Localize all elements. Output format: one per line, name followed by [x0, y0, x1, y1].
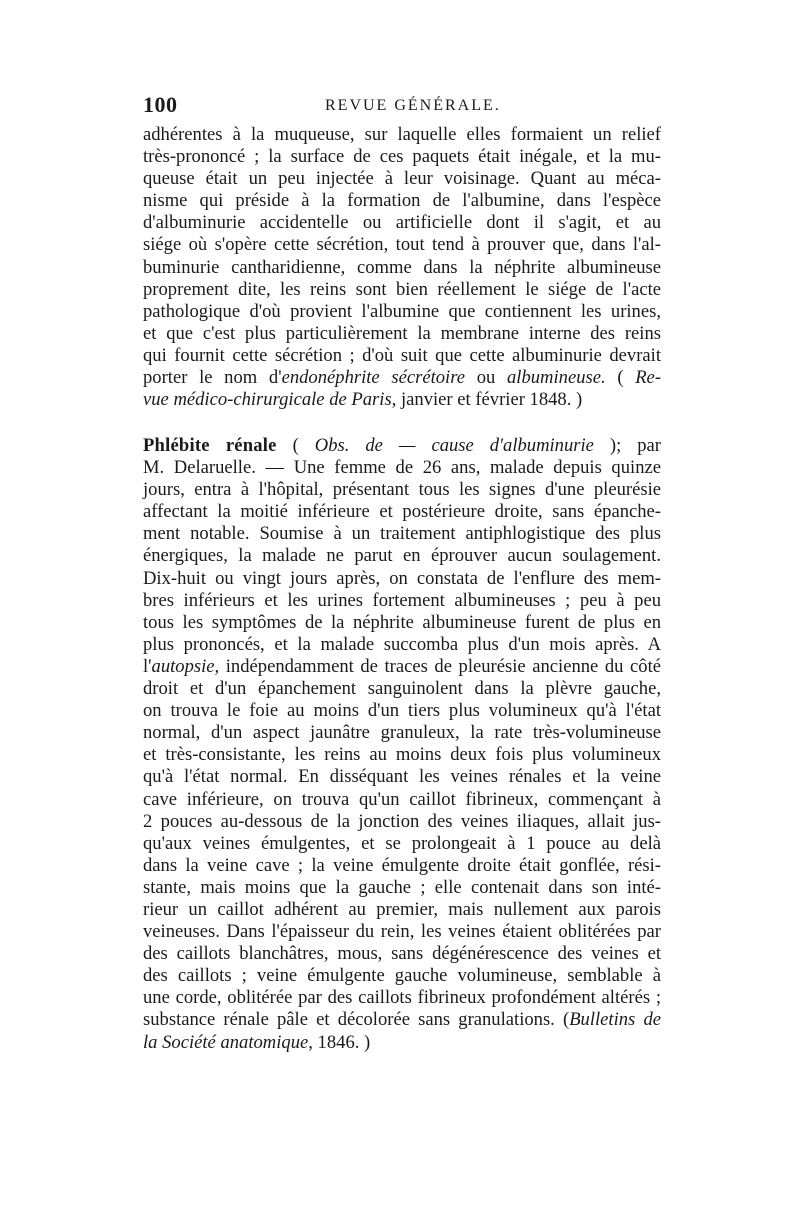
- paragraph-phlebite-renale: [143, 435, 661, 1054]
- text-line: plus prononcés, et la malade succomba plus d'un mois après. A: [143, 633, 661, 655]
- text-line: [143, 367, 661, 389]
- text-run: substance rénale pâle et décolorée sans granulations. (: [143, 1009, 570, 1031]
- text-line: queuse était un peu injectée à leur voisinage. Quant au méca-: [143, 168, 661, 190]
- text-line: une corde, oblitérée par des caillots fibrineux profondément altérés ;: [143, 987, 661, 1009]
- text-line: bres inférieurs et les urines fortement albumineuses ; peu à peu: [143, 589, 661, 611]
- text-line: M. Delaruelle. — Une femme de 26 ans, malade depuis quinze: [143, 457, 661, 479]
- citation-date: , janvier et février 1848. ): [391, 389, 583, 411]
- italic-run: Re-: [635, 367, 662, 389]
- text-run: ); par: [593, 435, 662, 456]
- text-line: 2 pouces au-dessous de la jonction des veines iliaques, allait jus-: [143, 810, 661, 832]
- text-line: jours, entra à l'hôpital, présentant tous les signes d'une pleurésie: [143, 479, 661, 501]
- text-line: énergiques, la malade ne parut en éprouver aucun soulagement.: [143, 545, 661, 567]
- text-run: (: [276, 435, 315, 456]
- text-line: Dix-huit ou vingt jours après, on constata de l'enflure des mem-: [143, 567, 661, 589]
- italic-run: autopsie,: [151, 655, 220, 677]
- text-line: dans la veine cave ; la veine émulgente droite était gonflée, rési-: [143, 854, 661, 876]
- text-line: d'albuminurie accidentelle ou artificielle dont il s'agit, et au: [143, 212, 661, 234]
- text-line: tous les symptômes de la néphrite albumineuse furent de plus en: [143, 611, 661, 633]
- text-run: (: [605, 367, 636, 389]
- page-number: 100: [143, 92, 178, 117]
- text-line: affectant la moitié inférieure et postérieure droite, sans épanche-: [143, 501, 661, 523]
- text-line: droit et d'un épanchement sanguinolent dans la plèvre gauche,: [143, 678, 661, 700]
- text-line: [143, 656, 661, 678]
- text-run: l': [143, 655, 152, 677]
- text-line: normal, d'un aspect jaunâtre granuleux, la rate très-volumineuse: [143, 722, 661, 744]
- text-line: on trouva le foie au moins d'un tiers plus volumineux qu'à l'état: [143, 700, 661, 722]
- text-run: porter le nom d': [143, 367, 282, 389]
- text-run: indépendamment de traces de pleurésie ancienne du côté: [219, 655, 661, 677]
- italic-run: Bulletins de: [569, 1009, 661, 1031]
- text-line: cave inférieure, on trouva qu'un caillot fibrineux, commençant à: [143, 788, 661, 810]
- text-line: nisme qui préside à la formation de l'albumine, dans l'espèce: [143, 190, 661, 212]
- citation-line: [143, 1032, 661, 1054]
- italic-run: Obs. de — cause d'albuminurie: [314, 435, 594, 456]
- italic-run: albumineuse.: [507, 367, 606, 389]
- text-line: et très-consistante, les reins au moins deux fois plus volumineux: [143, 744, 661, 766]
- journal-title: REVUE GÉNÉRALE.: [325, 97, 501, 114]
- section-heading-line: [143, 435, 661, 457]
- text-line: pathologique d'où provient l'albumine que contiennent les urines,: [143, 300, 661, 322]
- text-line: buminurie cantharidienne, comme dans la néphrite albumineuse: [143, 256, 661, 278]
- text-run: ou: [465, 367, 507, 389]
- text-line: veineuses. Dans l'épaisseur du rein, les veines étaient oblitérées par: [143, 921, 661, 943]
- journal-citation: la Société anatomique: [143, 1031, 309, 1053]
- running-head: [143, 92, 663, 122]
- text-line: qu'aux veines émulgentes, et se prolongeait à 1 pouce au delà: [143, 832, 661, 854]
- text-line: qui fournit cette sécrétion ; d'où suit que cette albuminurie devrait: [143, 344, 661, 366]
- section-heading: Phlébite rénale: [143, 435, 277, 456]
- text-line: des caillots ; veine émulgente gauche volumineuse, semblable à: [143, 965, 661, 987]
- text-line: qu'à l'état normal. En disséquant les veines rénales et la veine: [143, 766, 661, 788]
- text-line: et que c'est plus particulièrement la membrane interne des reins: [143, 322, 661, 344]
- journal-citation: vue médico-chirurgicale de Paris: [143, 389, 392, 411]
- text-line: siége où s'opère cette sécrétion, tout tend à prouver que, dans l'al-: [143, 234, 661, 256]
- text-line: très-prononcé ; la surface de ces paquets était inégale, et la mu-: [143, 146, 661, 168]
- text-line: rieur un caillot adhérent au premier, mais nullement aux parois: [143, 898, 661, 920]
- citation-line: [143, 389, 661, 411]
- text-line: adhérentes à la muqueuse, sur laquelle elles formaient un relief: [143, 124, 661, 145]
- text-line: stante, mais moins que la gauche ; elle contenait dans son inté-: [143, 876, 661, 898]
- italic-run: endonéphrite sécrétoire: [281, 367, 466, 389]
- text-line: [143, 1009, 661, 1031]
- paragraph-albuminurie-mechanism: [143, 124, 661, 411]
- text-line: des caillots blanchâtres, mous, sans dégénérescence des veines et: [143, 943, 661, 965]
- text-line: ment notable. Soumise à un traitement antiphlogistique des plus: [143, 523, 661, 545]
- citation-date: , 1846. ): [308, 1031, 371, 1053]
- text-line: proprement dite, les reins sont bien réellement le siége de l'acte: [143, 278, 661, 300]
